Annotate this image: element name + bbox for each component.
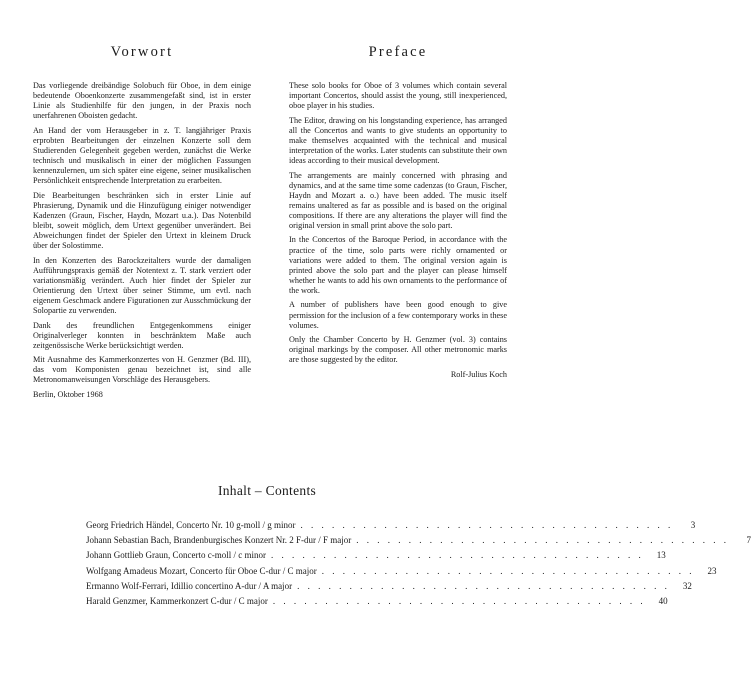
contents-entry-title: Wolfgang Amadeus Mozart, Concerto für Oboe C-dur / C major xyxy=(86,565,317,576)
contents-list xyxy=(86,518,751,609)
contents-entry xyxy=(86,518,696,533)
preface-paragraph-6: Only the Chamber Concerto by H. Genzmer (vol. 3) contains original markings by the composer. All other metronomic marks are those suggested by the editor. xyxy=(289,335,507,365)
vorwort-paragraph-2: An Hand der vom Herausgeber in z. T. langjähriger Praxis erprobten Bearbeitungen der einzelnen Konzerte soll dem Studierenden Gelegenheit gegeben werden, zunächst die Werke technisch und musikalisch in einer der möglichen Fassungen kennenzulernen, um sich später eine eigene, seiner musikalischen Persönlichkeit entsprechende Interpretation zu erarbeiten. xyxy=(33,125,251,186)
contents-entry-title: Georg Friedrich Händel, Concerto Nr. 10 g-moll / g minor xyxy=(86,520,296,530)
preface-paragraph-1: These solo books for Oboe of 3 volumes which contain several important Concertos, should assist the young, still inexperienced, oboe player in his studies. xyxy=(289,81,507,111)
preface-paragraph-4: In the Concertos of the Baroque Period, in accordance with the practice of the time, solo parts were richly ornamented or variations were added to them. The original version again is printed above the solo part and the player can please himself whether he wants to add his own ornaments to the performance of the work. xyxy=(289,235,507,295)
vorwort-paragraph-3: Die Bearbeitungen beschränken sich in erster Linie auf Phrasierung, Dynamik und die Hinzufügung einiger notwendiger Kadenzen (Graun, Fischer, Haydn, Mozart u.a.). Das Notenbild bleibt, soweit möglich, dem Urtext gegenüber unverändert. Bei Abweichungen findet der Spieler den Urtext in kleinem Druck über der Solostimme. xyxy=(33,190,251,251)
contents-entry-title: Harald Genzmer, Kammerkonzert C-dur / C major xyxy=(86,596,268,607)
vorwort-paragraph-1: Das vorliegende dreibändige Solobuch für Oboe, in dem einige bedeutende Oboenkonzerte zusammengefaßt sind, ist in erster Linie als Studienhilfe für den jungen, in der Praxis noch unerfahrenen Oboisten gedacht. xyxy=(33,81,251,121)
vorwort-paragraph-5: Dank des freundlichen Entgegenkommens einiger Originalverleger konnten in beschränktem Maße auch zeitgenössische Werke berücksichtigt werden. xyxy=(33,320,251,350)
contents-entry xyxy=(86,533,751,548)
contents-heading: Inhalt – Contents xyxy=(217,483,317,498)
dot-leader: . . . . . . . . . . . . . . . . . . . . . . . . . . . . . . . . . . . . xyxy=(297,580,670,591)
contents-entry xyxy=(86,594,668,609)
contents-entry-title: Ermanno Wolf-Ferrari, Idillio concertino A-dur / A major xyxy=(86,580,293,591)
contents-entry-page: 32 xyxy=(682,580,692,591)
contents-entry-page: 23 xyxy=(707,565,717,576)
vorwort-paragraph-6: Mit Ausnahme des Kammerkonzertes von H. Genzmer (Bd. III), das vom Komponisten genau bezeichnet ist, sind alle Metronomanweisungen Vorschläge des Herausgebers. xyxy=(33,355,251,385)
contents-entry-page: 3 xyxy=(690,520,696,530)
contents-entry xyxy=(86,579,692,594)
contents-entry-page: 7 xyxy=(746,535,751,546)
vorwort-column xyxy=(33,44,251,400)
dot-leader: . . . . . . . . . . . . . . . . . . . . . . . . . . . . . . . . . . . . xyxy=(270,550,644,561)
dot-leader: . . . . . . . . . . . . . . . . . . . . . . . . . . . . . . . . . . . . xyxy=(321,565,695,576)
contents-entry-title: Johann Sebastian Bach, Brandenburgisches Konzert Nr. 2 F-dur / F major xyxy=(86,535,352,546)
contents-entry-title: Johann Gottlieb Graun, Concerto c-moll / c minor xyxy=(86,550,266,561)
place-date: Berlin, Oktober 1968 xyxy=(33,389,103,399)
preface-paragraph-5: A number of publishers have been good enough to give permission for the inclusion of a few contemporary works in these volumes. xyxy=(289,300,507,330)
contents-entry xyxy=(86,564,717,579)
contents-entry xyxy=(86,548,666,563)
preface-column xyxy=(289,44,507,380)
contents-entry-page: 13 xyxy=(656,550,666,561)
signature: Rolf-Julius Koch xyxy=(450,369,507,379)
contents-entry-page: 40 xyxy=(658,596,668,607)
dot-leader: . . . . . . . . . . . . . . . . . . . . . . . . . . . . . . . . . . . . xyxy=(356,535,730,546)
preface-title: Preface xyxy=(368,44,428,60)
dot-leader: . . . . . . . . . . . . . . . . . . . . . . . . . . . . . . . . . . . . xyxy=(300,520,674,530)
vorwort-footer xyxy=(33,390,251,400)
dot-leader: . . . . . . . . . . . . . . . . . . . . . . . . . . . . . . . . . . . . xyxy=(272,596,646,607)
preface-paragraph-2: The Editor, drawing on his longstanding experience, has arranged all the Concertos and wants to give students an opportunity to make themselves acquainted with the technical and musical interpretation of the works. Later students can substitute their own ideas according to their musical development. xyxy=(289,115,507,166)
vorwort-paragraph-4: In den Konzerten des Barockzeitalters wurde der damaligen Aufführungspraxis gemäß der Notentext z. T. stark verziert oder variationsmäßig verändert. Auch hier findet der Spieler zur Orientierung den Urtext über seiner Stimme, um evtl. nach eigenem Geschmack andere Figurationen zur Ausschmückung der Solopartie zu verwenden. xyxy=(33,255,251,316)
preface-paragraph-3: The arrangements are mainly concerned with phrasing and dynamics, and at the same time some cadenzas (to Graun, Fischer, Haydn and Mozart a. o.) have been added. The music itself remains unaltered as far as possible and is based on the original compositions. If there are any alterations the player will find the original version in small print above the solo part. xyxy=(289,170,507,230)
vorwort-title: Vorwort xyxy=(110,44,174,60)
preface-footer xyxy=(289,370,507,380)
